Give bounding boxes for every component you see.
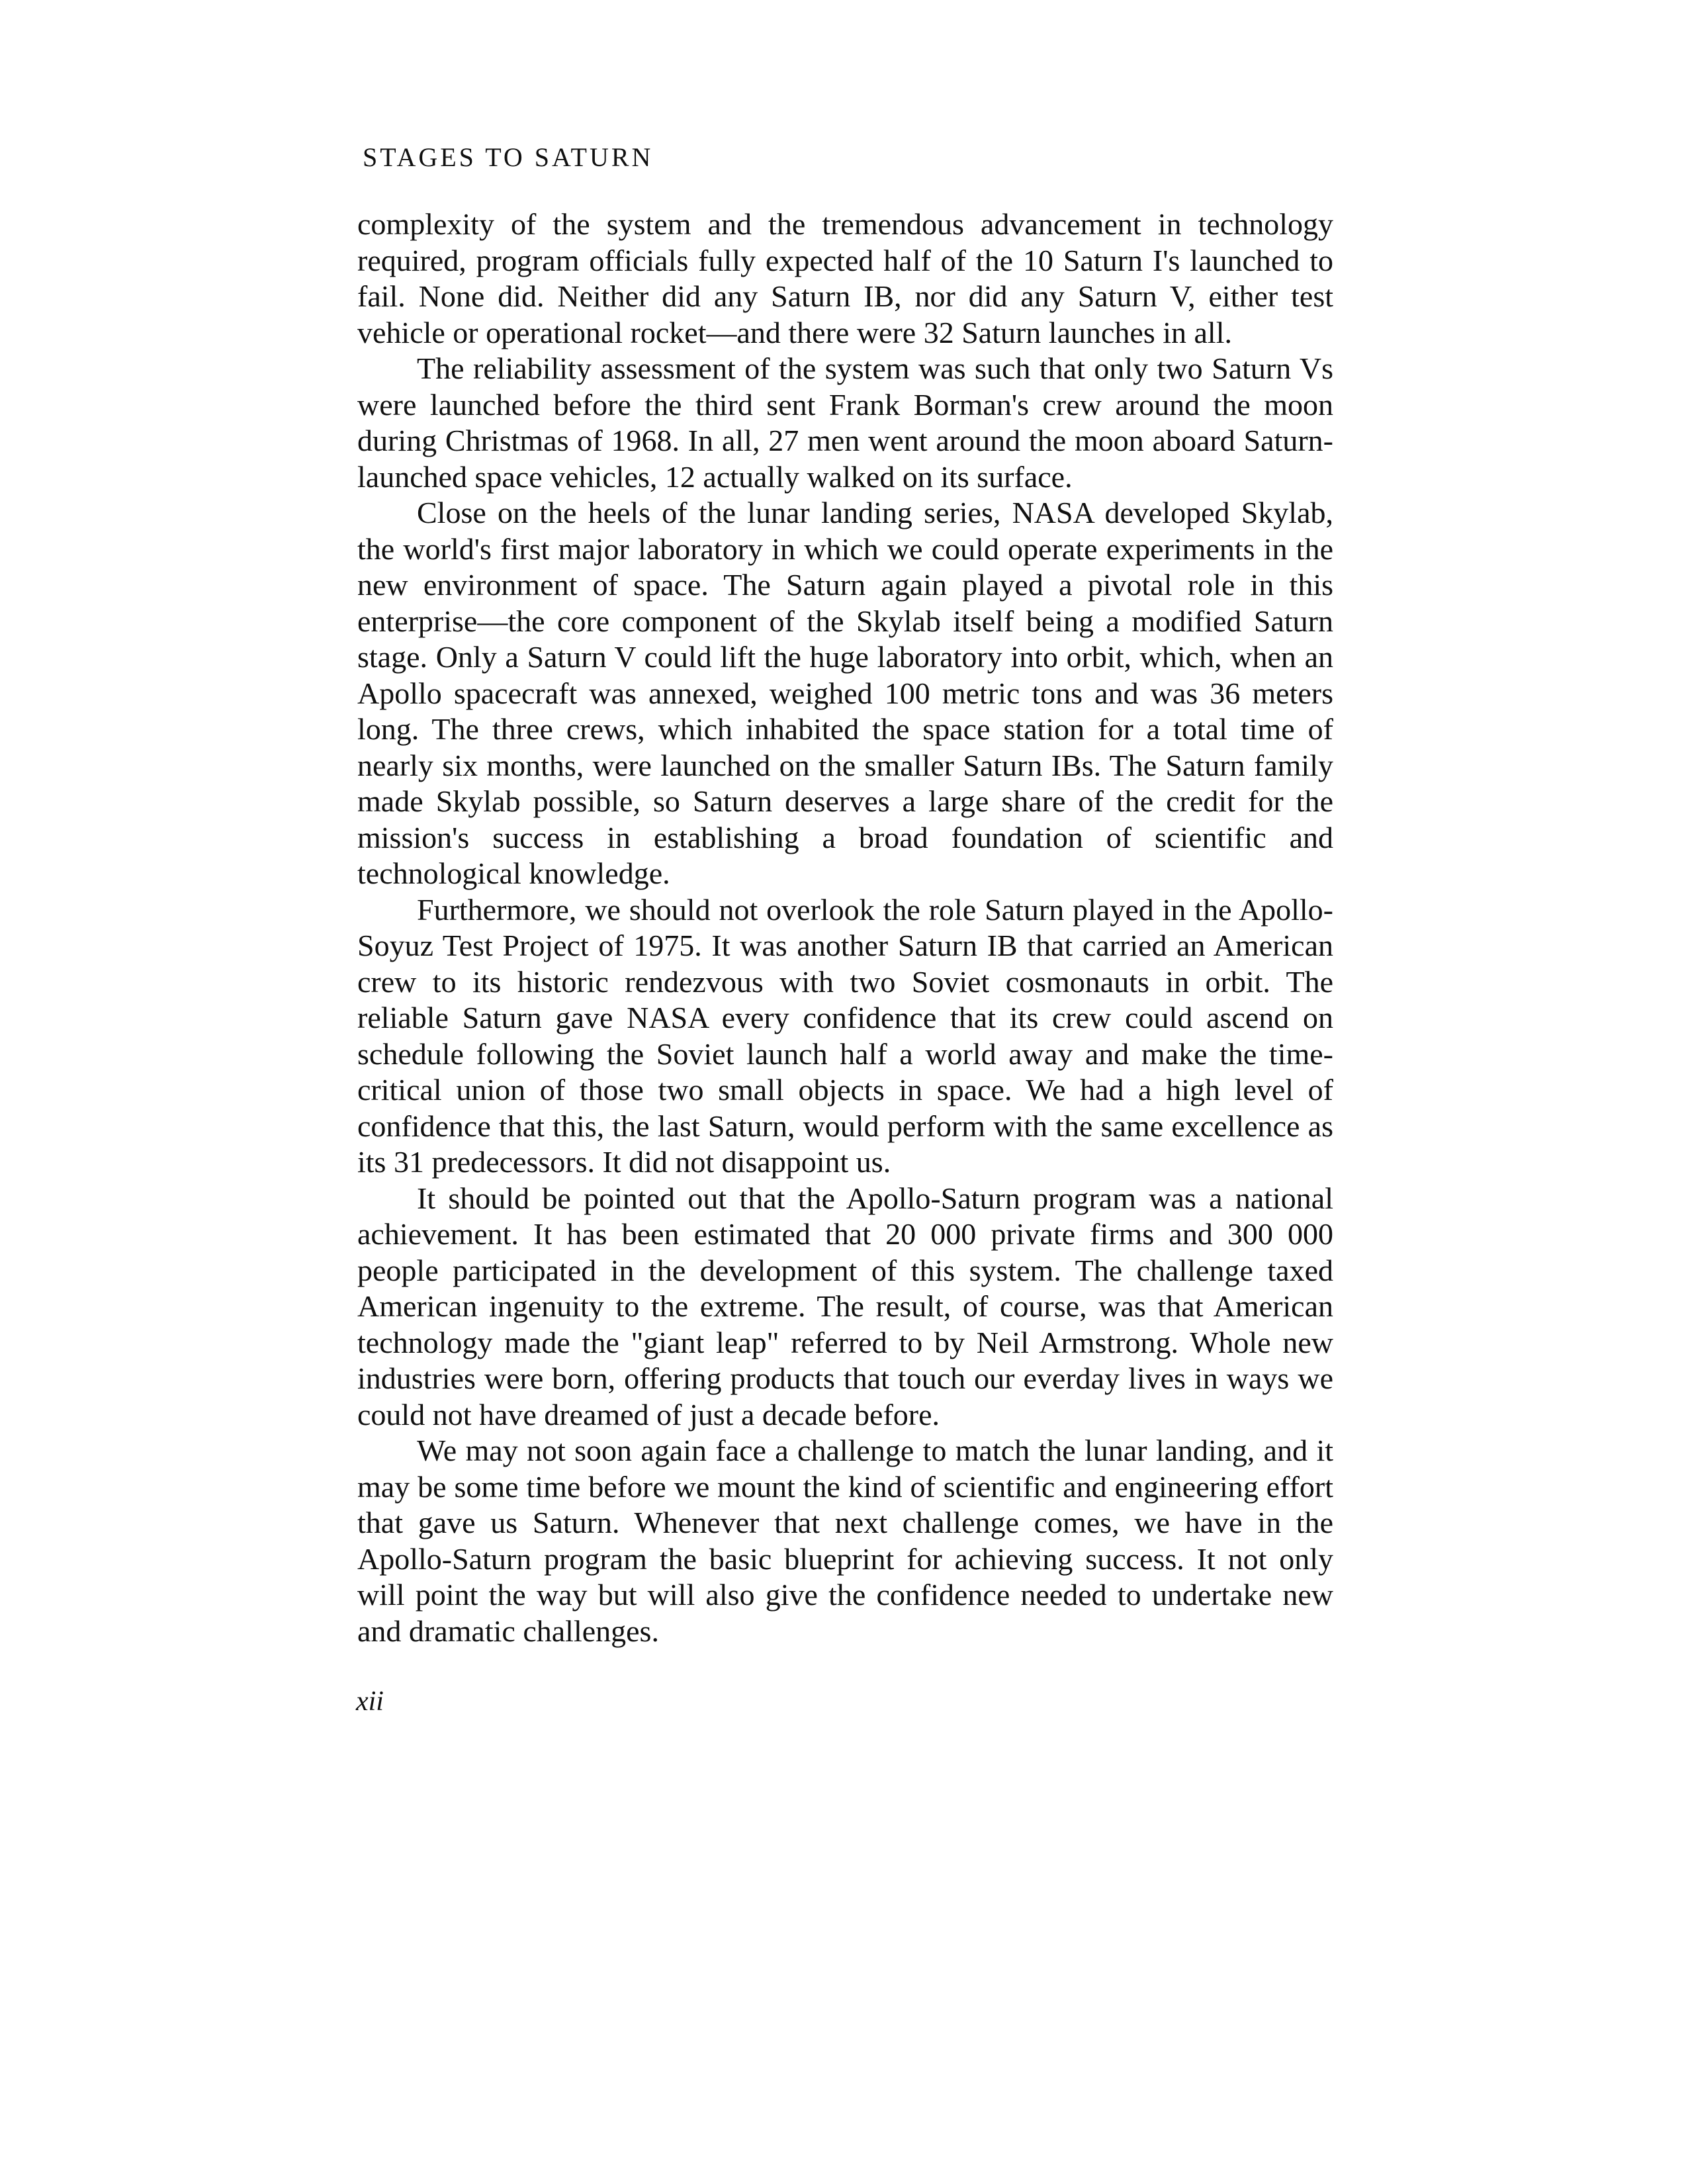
- paragraph-national-achievement: It should be pointed out that the Apollo-Saturn program was a national achievement. It has been estimated that 20 000 private firms and 300 000 people participated in the development of this system. The challenge taxed American ingenuity to the extreme. The result, of course, was that American technology made the "giant leap" referred to by Neil Armstrong. Whole new industries were born, offering products that touch our everday lives in ways we could not have dreamed of just a decade before.: [357, 1181, 1333, 1432]
- paragraph-future-challenge: We may not soon again face a challenge to match the lunar landing, and it may be some time before we mount the kind of scientific and engineering effort that gave us Saturn. Whenever that next challenge comes, we have in the Apollo-Saturn program the basic blueprint for achieving success. It not only will point the way but will also give the confidence needed to undertake new and dramatic challenges.: [357, 1433, 1333, 1648]
- paragraph-apollo-soyuz: Furthermore, we should not overlook the role Saturn played in the Apollo-Soyuz Test Project of 1975. It was another Saturn IB that carried an American crew to its historic rendezvous with two Soviet cosmonauts in orbit. The reliable Saturn gave NASA every confidence that its crew could ascend on schedule following the Soviet launch half a world away and make the time-critical union of those two small objects in space. We had a high level of confidence that this, the last Saturn, would perform with the same excellence as its 31 predecessors. It did not disappoint us.: [357, 892, 1333, 1179]
- body-text: [357, 206, 1333, 1649]
- paragraph-continuation: complexity of the system and the tremendous advancement in technology required, program officials fully expected half of the 10 Saturn I's launched to fail. None did. Neither did any Saturn IB, nor did any Saturn V, either test vehicle or operational rocket—and there were 32 Saturn launches in all.: [357, 207, 1333, 349]
- paragraph-skylab: Close on the heels of the lunar landing series, NASA developed Skylab, the world's first major laboratory in which we could operate experiments in the new environment of space. The Saturn again played a pivotal role in this enterprise—the core component of the Skylab itself being a modified Saturn stage. Only a Saturn V could lift the huge laboratory into orbit, which, when an Apollo spacecraft was annexed, weighed 100 metric tons and was 36 meters long. The three crews, which inhabited the space station for a total time of nearly six months, were launched on the smaller Saturn IBs. The Saturn family made Skylab possible, so Saturn deserves a large share of the credit for the mission's success in establishing a broad foundation of scientific and technological knowledge.: [357, 496, 1333, 890]
- paragraph-reliability: The reliability assessment of the system was such that only two Saturn Vs were launched before the third sent Frank Borman's crew around the moon during Christmas of 1968. In all, 27 men went around the moon aboard Saturn-launched space vehicles, 12 actually walked on its surface.: [357, 351, 1333, 494]
- running-head: STAGES TO SATURN: [363, 142, 654, 172]
- page-number: xii: [356, 1686, 384, 1717]
